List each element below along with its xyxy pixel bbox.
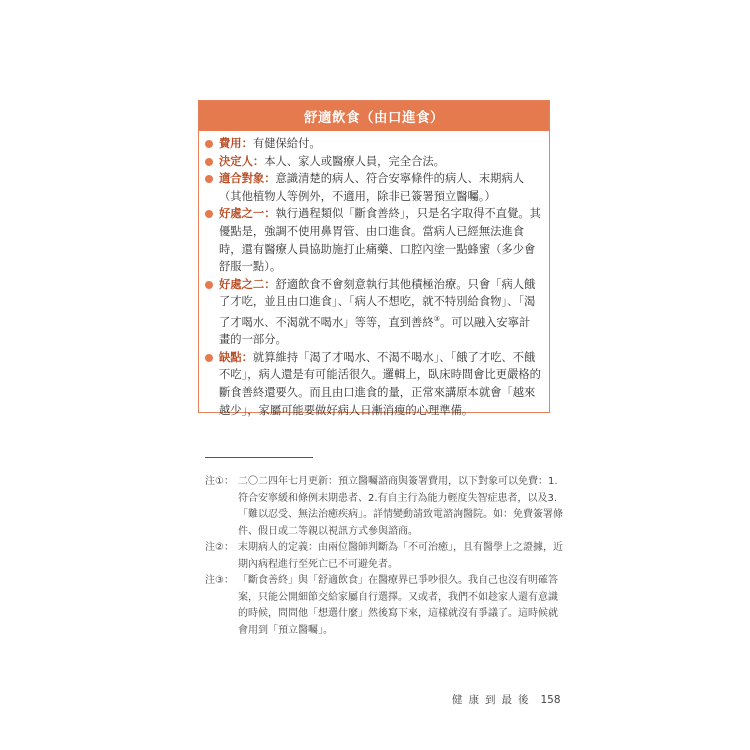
item-text: 意識清楚的病人、符合安寧條件的病人、末期病人（其他植物人等例外，不適用，除非已簽署預立醫囑。） bbox=[219, 172, 525, 203]
item-text: 就算維持「渴了才喝水、不渴不喝水」、「餓了才吃、不餓不吃」，病人還是有可能活很久。邏輯上，臥床時間會比更嚴格的斷食善終還要久。而且由口進食的量，正常來講原本就會「越來越少」，家屬可能要做好病人日漸消瘦的心理準備。 bbox=[219, 350, 541, 417]
list-item bbox=[205, 205, 541, 275]
item-label: 好處之一： bbox=[219, 207, 276, 221]
bullet-icon bbox=[205, 140, 213, 148]
item-label: 好處之二： bbox=[219, 277, 276, 291]
bullet-icon bbox=[205, 158, 213, 166]
footnote-text: 末期病人的定義：由兩位醫師判斷為「不可治癒」，且有醫學上之證據，近期內病程進行至死亡已不可避免者。 bbox=[238, 542, 563, 570]
list-item bbox=[205, 170, 541, 205]
list-item bbox=[205, 276, 541, 349]
item-text: 執行過程類似「斷食善終」，只是名字取得不直覺。其優點是，強調不使用鼻胃管、由口進食。當病人已經無法進食時，還有醫療人員協助施打止痛藥、口腔內塗一點蜂蜜（多少會舒服一點）。 bbox=[219, 207, 541, 274]
bullet-icon bbox=[205, 210, 213, 218]
footnotes bbox=[205, 474, 565, 639]
info-box bbox=[198, 100, 550, 417]
bullet-icon bbox=[205, 175, 213, 183]
item-text: 有健保給付。 bbox=[252, 137, 321, 150]
footnote-divider bbox=[205, 457, 313, 458]
footnote-label: 注③： bbox=[205, 575, 234, 586]
list-item bbox=[205, 349, 541, 419]
book-title: 健康到最後 bbox=[452, 694, 535, 706]
footnote bbox=[205, 540, 565, 573]
item-text-continued: 。可以融入安寧計畫的一部分。 bbox=[219, 315, 531, 347]
footnote-text: 「斷食善終」與「舒適飲食」在醫療界已爭吵很久。我自己也沒有明確答案，只能公開細節交給家屬自行選擇。又或者，我們不如趁家人還有意識的時候，問問他「想選什麼」然後寫下來，這樣就沒有爭議了。這時候就會用到「預立醫囑」。 bbox=[238, 575, 558, 636]
item-label: 費用： bbox=[219, 137, 253, 150]
list-item bbox=[205, 135, 541, 153]
bullet-icon bbox=[205, 281, 213, 289]
footnote bbox=[205, 573, 565, 639]
page-number: 158 bbox=[540, 694, 561, 706]
bullet-icon bbox=[205, 354, 213, 362]
footnote-label: 注②： bbox=[205, 542, 234, 553]
item-label: 決定人： bbox=[219, 154, 265, 168]
footnote-label: 注①： bbox=[205, 476, 234, 487]
page-footer bbox=[452, 692, 561, 707]
item-text: 本人、家人或醫療人員，完全合法。 bbox=[264, 154, 445, 168]
footnote-ref: ③ bbox=[433, 314, 440, 323]
footnote bbox=[205, 474, 565, 540]
footnote-text: 二〇二四年七月更新：預立醫囑諮商與簽署費用，以下對象可以免費：1.符合安寧緩和條例末期患者、2.有自主行為能力輕度失智症患者，以及3.「難以忍受、無法治癒疾病」。詳情變動請致電諮詢醫院。如：免費簽署條件、假日或二等親以視訊方式參與諮商。 bbox=[238, 476, 563, 537]
list-item bbox=[205, 153, 541, 171]
item-label: 適合對象： bbox=[219, 172, 276, 186]
item-label: 缺點： bbox=[219, 350, 253, 364]
box-items bbox=[199, 131, 549, 419]
item-text: 舒適飲食不會刻意執行其他積極治療。只會「病人餓了才吃，並且由口進食」、「病人不想吃，就不特別給食物」、「渴了才喝水、不渴就不喝水」等等，直到善終 bbox=[219, 277, 536, 329]
box-title: 舒適飲食（由口進食） bbox=[199, 101, 549, 131]
